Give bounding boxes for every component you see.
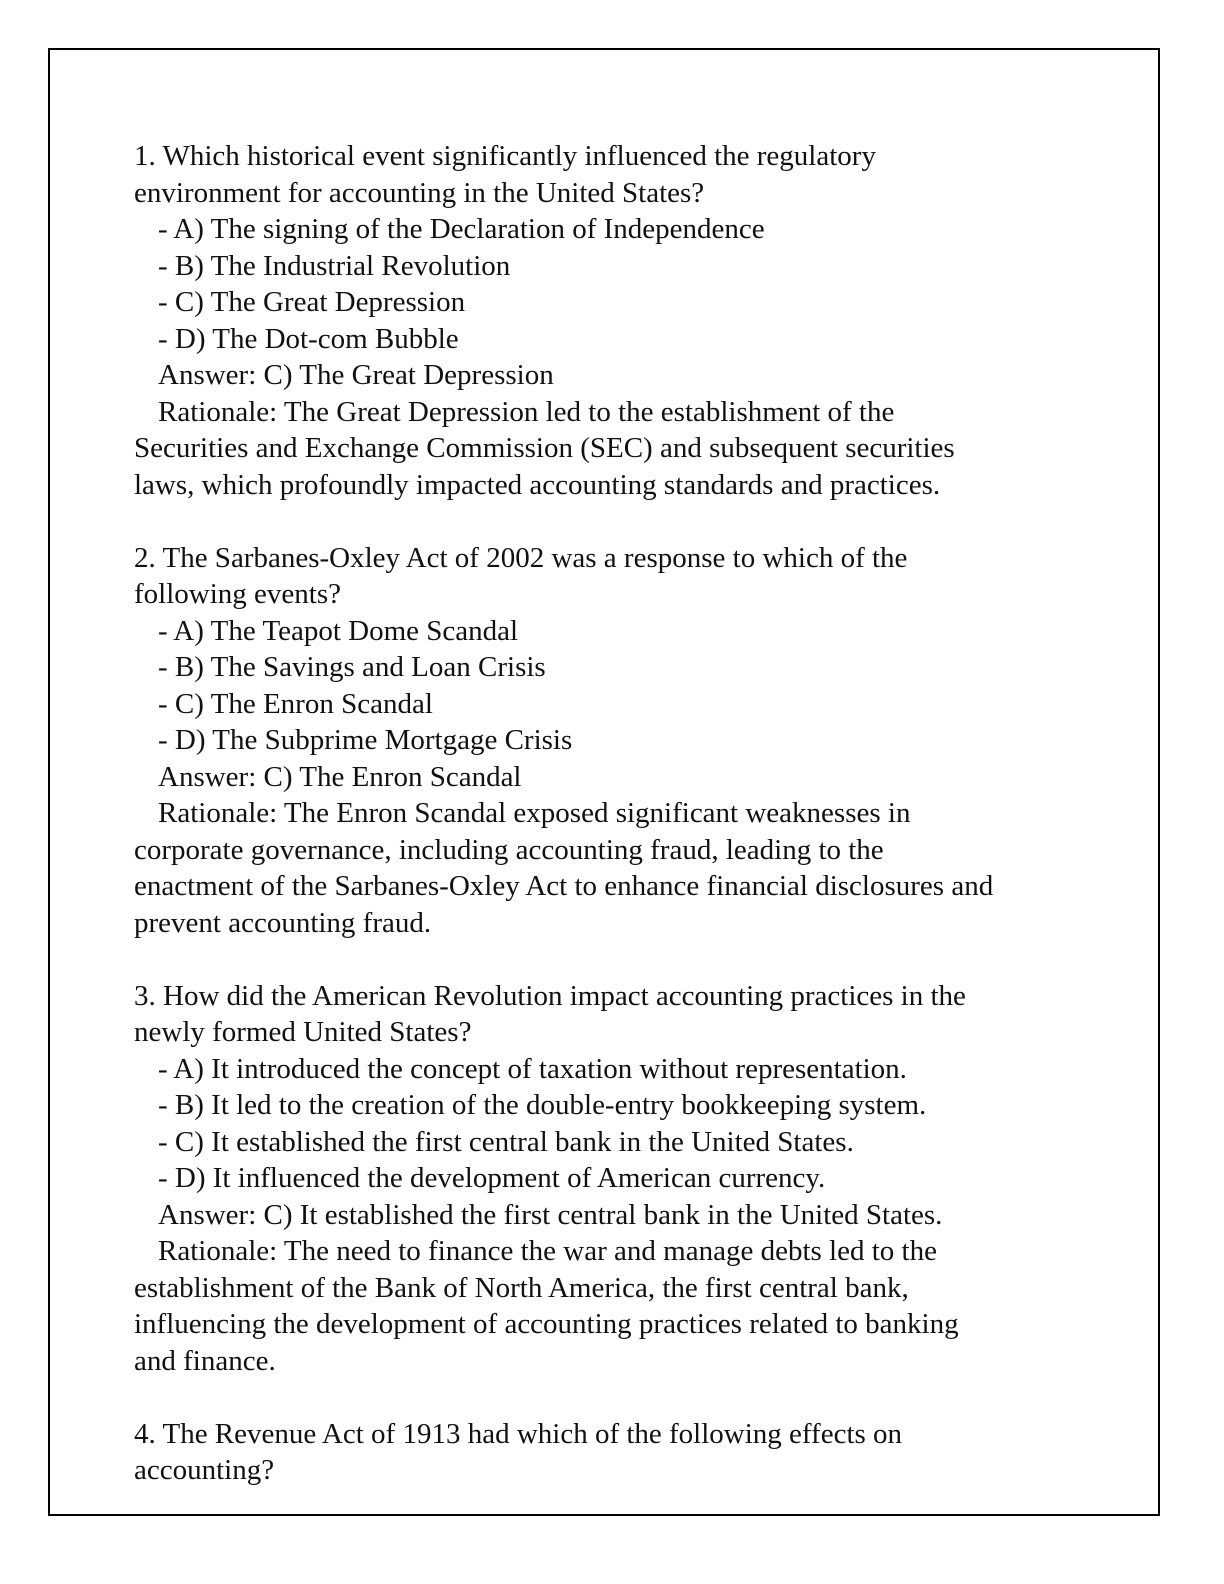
question-text: newly formed United States? (134, 1016, 472, 1048)
question-text: environment for accounting in the United States? (134, 176, 705, 209)
page-frame (48, 48, 1160, 1516)
spacer (134, 941, 1134, 978)
answer-option: - C) The Enron Scandal (158, 687, 433, 720)
question-text: accounting? (134, 1454, 275, 1486)
question-block (134, 540, 1134, 942)
rationale-text: laws, which profoundly impacted accounting standards and practices. (134, 468, 941, 501)
document-content (134, 138, 1134, 1489)
answer-option: - B) The Savings and Loan Crisis (158, 651, 546, 683)
rationale-text: corporate governance, including accounting fraud, leading to the (134, 833, 884, 866)
question-text: 3. How did the American Revolution impact accounting practices in the (134, 979, 966, 1012)
question-block (134, 138, 1134, 503)
answer-option: - B) The Industrial Revolution (158, 249, 511, 282)
answer-option: - D) It influenced the development of American currency. (158, 1162, 826, 1194)
rationale-text: prevent accounting fraud. (134, 906, 432, 939)
answer-option: - C) It established the first central bank in the United States. (158, 1125, 854, 1158)
answer-option: - D) The Subprime Mortgage Crisis (158, 724, 573, 756)
rationale-text: Rationale: The need to finance the war and manage debts led to the (158, 1235, 937, 1267)
answer-option: - A) The Teapot Dome Scandal (158, 614, 519, 647)
rationale-text: Securities and Exchange Commission (SEC) and subsequent securities (134, 432, 955, 464)
question-block (134, 1416, 1134, 1489)
answer-option: - B) It led to the creation of the double-entry bookkeeping system. (158, 1089, 927, 1121)
rationale-text: enactment of the Sarbanes-Oxley Act to enhance financial disclosures and (134, 870, 994, 902)
correct-answer: Answer: C) It established the first central bank in the United States. (158, 1198, 943, 1231)
rationale-text: and finance. (134, 1344, 276, 1377)
rationale-text: Rationale: The Enron Scandal exposed significant weaknesses in (158, 797, 911, 829)
answer-option: - D) The Dot-com Bubble (158, 322, 459, 355)
rationale-text: Rationale: The Great Depression led to the establishment of the (158, 395, 895, 428)
question-block (134, 978, 1134, 1380)
question-text: 2. The Sarbanes-Oxley Act of 2002 was a response to which of the (134, 541, 908, 574)
answer-option: - A) The signing of the Declaration of Independence (158, 213, 765, 245)
answer-option: - A) It introduced the concept of taxation without representation. (158, 1052, 907, 1085)
correct-answer: Answer: C) The Great Depression (158, 359, 554, 391)
question-text: 4. The Revenue Act of 1913 had which of the following effects on (134, 1417, 903, 1450)
rationale-text: establishment of the Bank of North America, the first central bank, (134, 1271, 909, 1304)
spacer (134, 1379, 1134, 1416)
answer-option: - C) The Great Depression (158, 286, 466, 318)
rationale-text: influencing the development of accounting practices related to banking (134, 1308, 959, 1340)
correct-answer: Answer: C) The Enron Scandal (158, 760, 522, 793)
question-text: following events? (134, 578, 341, 610)
question-text: 1. Which historical event significantly influenced the regulatory (134, 140, 876, 172)
spacer (134, 503, 1134, 540)
